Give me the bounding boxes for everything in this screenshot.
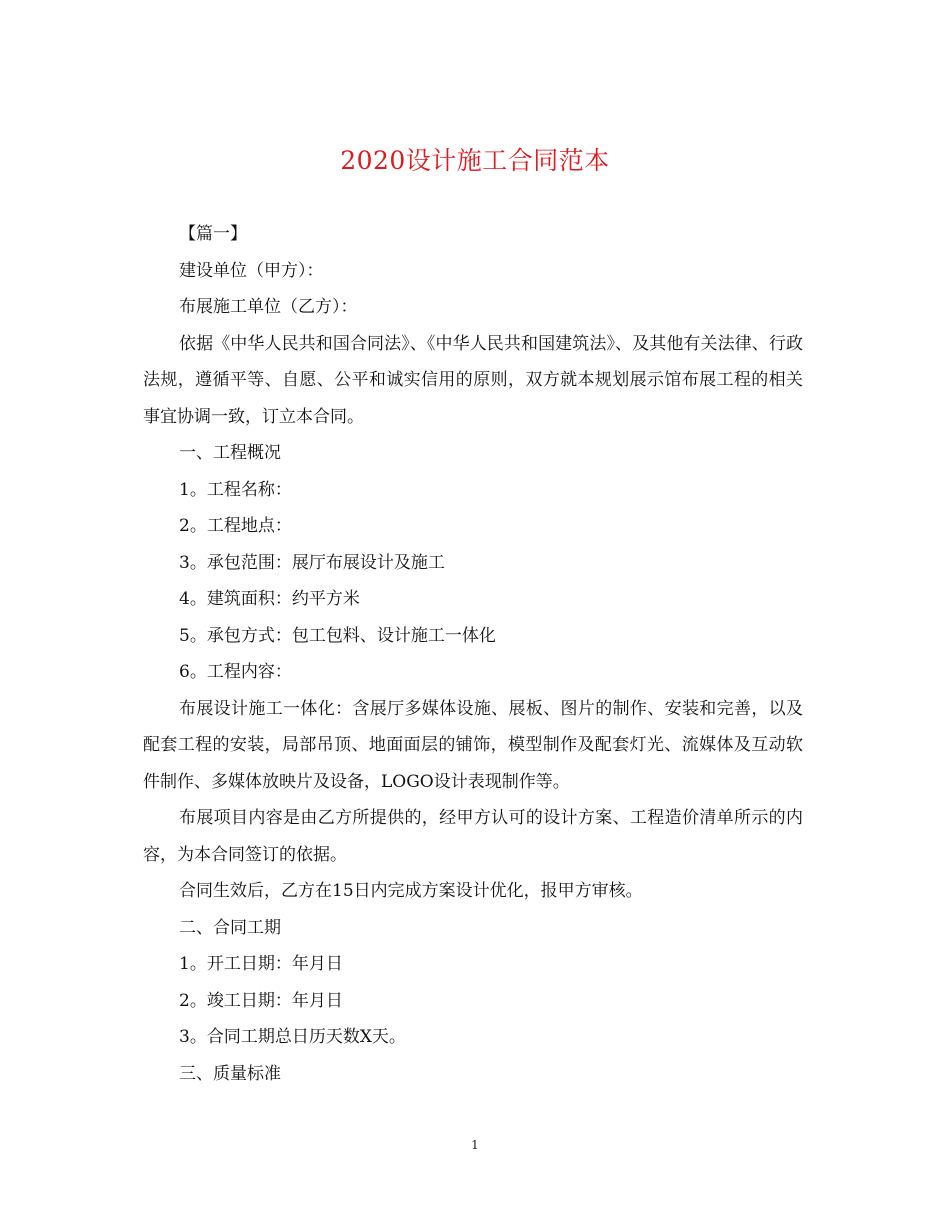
list-item: 3。承包范围：展厅布展设计及施工: [179, 552, 445, 573]
list-item: 6。工程内容：: [179, 662, 292, 682]
document-body: [143, 216, 803, 1092]
page-number: 1: [471, 1138, 479, 1152]
section-heading-term: 二、合同工期: [179, 917, 281, 938]
list-item: 2。工程地点：: [179, 516, 292, 536]
document-title: 2020设计施工合同范本: [340, 146, 610, 175]
section-marker: 【篇一】: [179, 224, 247, 244]
content-paragraph: 布展设计施工一体化：含展厅多媒体设施、展板、图片的制作、安装和完善，以及配套工程的安装，局部吊顶、地面面层的铺饰，模型制作及配套灯光、流媒体及互动软件制作、多媒体放映片及设备，LOGO设计表现制作等。: [143, 698, 803, 792]
party-b-line: 布展施工单位（乙方）：: [179, 297, 358, 317]
party-a-line: 建设单位（甲方）：: [179, 260, 324, 281]
preamble-paragraph: 依据《中华人民共和国合同法》、《中华人民共和国建筑法》、及其他有关法律、行政法规，遵循平等、自愿、公平和诚实信用的原则，双方就本规划展示馆布展工程的相关事宜协调一致，订立本合同。: [143, 333, 803, 427]
list-item: 2。竣工日期：年月日: [179, 990, 343, 1011]
section-heading-overview: 一、工程概况: [179, 443, 281, 463]
content-paragraph: 布展项目内容是由乙方所提供的，经甲方认可的设计方案、工程造价清单所示的内容，为本合同签订的依据。: [143, 808, 803, 865]
list-item: 4。建筑面积：约平方米: [179, 589, 360, 609]
list-item: 3。合同工期总日历天数X天。: [179, 1027, 406, 1047]
content-paragraph: 合同生效后，乙方在15日内完成方案设计优化，报甲方审核。: [179, 881, 643, 901]
list-item: 5。承包方式：包工包料、设计施工一体化: [179, 625, 496, 646]
list-item: 1。工程名称：: [179, 479, 292, 500]
list-item: 1。开工日期：年月日: [179, 954, 343, 974]
section-heading-quality: 三、质量标准: [179, 1063, 281, 1084]
